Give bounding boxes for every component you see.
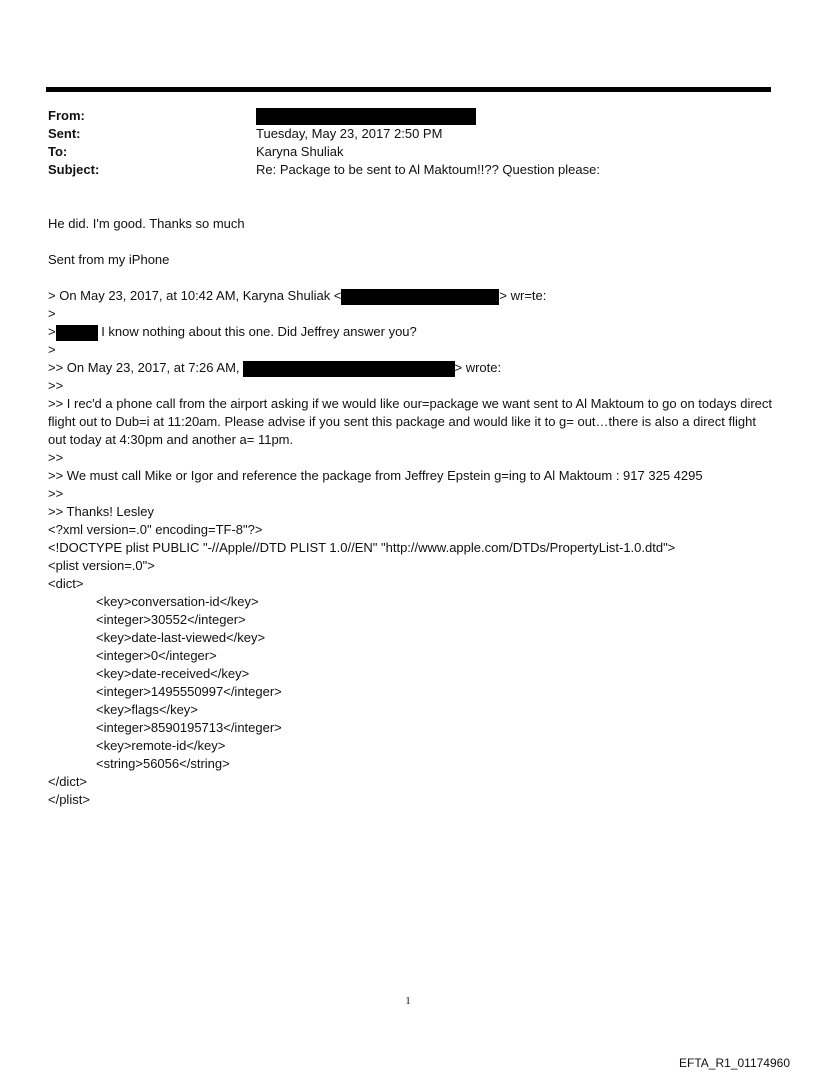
blank-line xyxy=(48,269,776,287)
quote1-header xyxy=(48,287,776,305)
redaction-box xyxy=(56,325,98,341)
plist-line: </plist> xyxy=(48,792,90,807)
to-label: To: xyxy=(48,144,68,159)
document-id: EFTA_R1_01174960 xyxy=(679,1056,790,1070)
quote-marker: > xyxy=(48,342,56,357)
plist-line: <key>conversation-id</key> xyxy=(96,594,259,609)
plist-line: <integer>8590195713</integer> xyxy=(96,720,282,735)
plist-line: <integer>0</integer> xyxy=(96,648,217,663)
subject-value: Re: Package to be sent to Al Maktoum!!?? Question please: xyxy=(256,162,600,177)
page-number: 1 xyxy=(405,995,411,1007)
plist-line: <integer>1495550997</integer> xyxy=(96,684,282,699)
plist-line: <key>remote-id</key> xyxy=(96,738,226,753)
from-label: From: xyxy=(48,108,85,123)
sent-value: Tuesday, May 23, 2017 2:50 PM xyxy=(256,126,443,141)
quote2-header xyxy=(48,359,776,377)
quote1-prefix: > On May 23, 2017, at 10:42 AM, Karyna Shuliak < xyxy=(48,288,342,303)
reply-text: He did. I'm good. Thanks so much xyxy=(48,216,245,231)
quote1-line-prefix: > xyxy=(48,324,56,339)
email-body xyxy=(48,215,776,809)
plist-line: <key>date-last-viewed</key> xyxy=(96,630,266,645)
thanks-line: >> Thanks! Lesley xyxy=(48,504,154,519)
quote-marker: >> xyxy=(48,378,64,393)
signature-text: Sent from my iPhone xyxy=(48,252,170,267)
to-value: Karyna Shuliak xyxy=(256,144,344,159)
quote2-suffix: > wrote: xyxy=(454,360,502,375)
sent-label: Sent: xyxy=(48,126,81,141)
quote-marker: > xyxy=(48,306,56,321)
quote2-paragraph-2: >> We must call Mike or Igor and reference the package from Jeffrey Epstein g=ing to Al Maktoum : 917 325 4295 xyxy=(48,468,703,483)
redaction-box xyxy=(256,108,476,125)
quote1-line-text: I know nothing about this one. Did Jeffrey answer you? xyxy=(97,324,417,339)
redaction-box xyxy=(341,289,499,305)
plist-line: <plist version=.0"> xyxy=(48,558,155,573)
plist-line: </dict> xyxy=(48,774,88,789)
plist-line: <key>date-received</key> xyxy=(96,666,250,681)
redaction-box xyxy=(243,361,455,377)
subject-label: Subject: xyxy=(48,162,100,177)
quote-marker: >> xyxy=(48,450,64,465)
plist-line: <integer>30552</integer> xyxy=(96,612,246,627)
quote-marker: >> xyxy=(48,486,64,501)
plist-line: <!DOCTYPE plist PUBLIC "-//Apple//DTD PLIST 1.0//EN" "http://www.apple.com/DTDs/PropertyList-1.0.dtd"> xyxy=(48,540,676,555)
plist-line: <key>flags</key> xyxy=(96,702,198,717)
plist-line: <?xml version=.0" encoding=TF-8"?> xyxy=(48,522,263,537)
plist-line: <string>56056</string> xyxy=(96,756,230,771)
quote2-paragraph: >> I rec'd a phone call from the airport asking if we would like our=package we want sent to Al Maktoum to go on todays direct flight out to Dub=i at 11:20am. Please advise if you sent this package and would like it to g= out…there is also a direct flight out today at 4:30pm and another a= 11pm. xyxy=(48,396,773,447)
blank-line xyxy=(48,233,776,251)
from-value-redacted xyxy=(256,107,476,125)
quote2-prefix: >> On May 23, 2017, at 7:26 AM, xyxy=(48,360,240,375)
plist-line: <dict> xyxy=(48,576,84,591)
header-rule xyxy=(46,87,771,92)
quote1-suffix: > wr=te: xyxy=(499,288,547,303)
quote1-line xyxy=(48,323,776,341)
